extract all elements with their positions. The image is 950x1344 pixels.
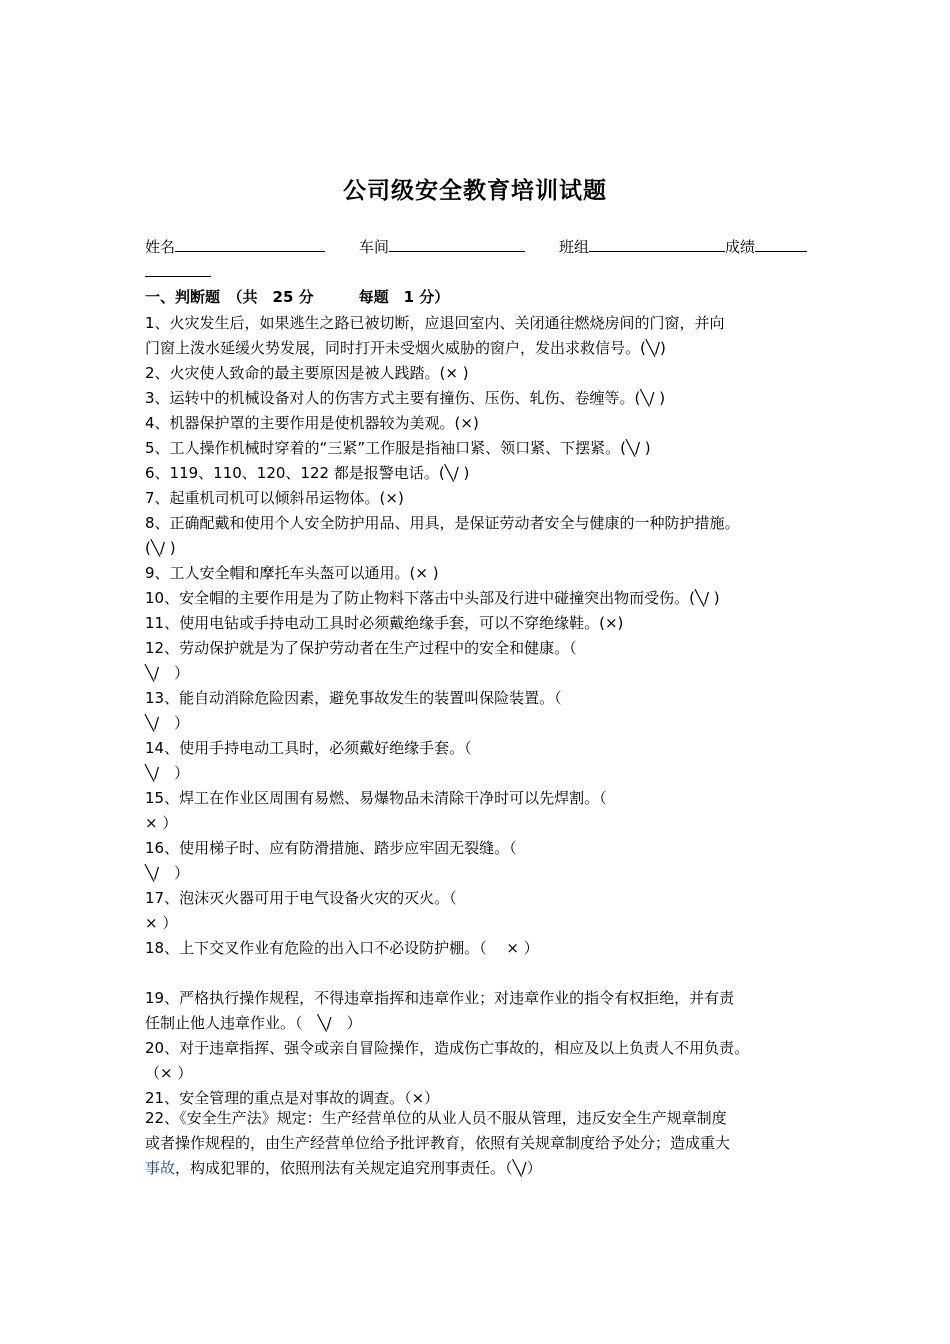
question-line: × ） — [145, 914, 178, 932]
team-label: 班组 — [559, 238, 590, 256]
name-label: 姓名 — [145, 238, 176, 256]
question-line: 18、上下交叉作业有危险的出入口不必设防护棚。（ × ） — [145, 939, 539, 957]
question-line: 12、劳动保护就是为了保护劳动者在生产过程中的安全和健康。（ — [145, 639, 577, 657]
question-line: 5、工人操作机械时穿着的“三紧”工作服是指袖口紧、领口紧、下摆紧。(╲/ ) — [145, 439, 651, 457]
question-line: 6、119、110、120、122 都是报警电话。(╲/ ) — [145, 464, 470, 482]
question-line: 或者操作规程的，由生产经营单位给予批评教育，依照有关规章制度给予处分；造成重大 — [145, 1134, 731, 1152]
section-heading: 一、判断题 （共 25 分 每题 1 分） — [145, 288, 450, 306]
question-line: 门窗上泼水延缓火势发展，同时打开未受烟火威胁的窗户，发出求救信号。(╲/) — [145, 339, 666, 357]
question-line: (╲/ ) — [145, 539, 176, 557]
question-line: 14、使用手持电动工具时，必须戴好绝缘手套。（ — [145, 739, 472, 757]
workshop-blank — [389, 237, 525, 252]
question-line: （× ） — [145, 1064, 193, 1082]
team-blank — [589, 237, 725, 252]
score-blank — [755, 237, 807, 252]
score-label: 成绩 — [725, 238, 756, 256]
question-line: 8、正确配戴和使用个人安全防护用品、用具，是保证劳动者安全与健康的一种防护措施。 — [145, 514, 740, 532]
name-blank — [175, 237, 325, 252]
question-line: 4、机器保护罩的主要作用是使机器较为美观。(×) — [145, 414, 479, 432]
question-line: 任制止他人违章作业。（ ╲/ ） — [145, 1014, 362, 1032]
question-line: 19、严格执行操作规程，不得违章指挥和违章作业；对违章作业的指令有权拒绝，并有责 — [145, 989, 735, 1007]
accident-link[interactable]: 事故 — [145, 1159, 176, 1177]
question-line: × ） — [145, 814, 178, 832]
question-line: 1、火灾发生后，如果逃生之路已被切断，应退回室内、关闭通往燃烧房间的门窗，并向 — [145, 314, 725, 332]
question-line: 10、安全帽的主要作用是为了防止物料下落击中头部及行进中碰撞突出物而受伤。(╲/ ) — [145, 589, 720, 607]
question-line: 9、工人安全帽和摩托车头盔可以通用。(× ) — [145, 564, 439, 582]
score-blank-continued — [145, 262, 211, 282]
question-line: ╲/ ） — [145, 664, 190, 682]
question-line: 2、火灾使人致命的最主要原因是被人践踏。(× ) — [145, 364, 469, 382]
question-line: 15、焊工在作业区周围有易燃、易爆物品未清除干净时可以先焊割。（ — [145, 789, 607, 807]
info-row — [145, 237, 807, 257]
question-line: 13、能自动消除危险因素，避免事故发生的装置叫保险装置。（ — [145, 689, 562, 707]
question-line: ╲/ ） — [145, 714, 190, 732]
question-line: 20、对于违章指挥、强令或亲自冒险操作，造成伤亡事故的，相应及以上负责人不用负责。 — [145, 1039, 750, 1057]
question-line: 17、泡沫灭火器可用于电气设备火灾的灭火。（ — [145, 889, 457, 907]
question-line: 16、使用梯子时、应有防滑措施、踏步应牢固无裂缝。（ — [145, 839, 517, 857]
question-line: 3、运转中的机械设备对人的伤害方式主要有撞伤、压伤、轧伤、卷缠等。(╲/ ) — [145, 389, 666, 407]
question-line: 11、使用电钻或手持电动工具时必须戴绝缘手套，可以不穿绝缘鞋。(×) — [145, 614, 624, 632]
question-line: 21、安全管理的重点是对事故的调查。（×） — [145, 1089, 440, 1107]
question-line — [145, 1158, 542, 1178]
question-line-text: ，构成犯罪的，依照刑法有关规定追究刑事责任。（╲/） — [175, 1159, 542, 1177]
question-line: ╲/ ） — [145, 864, 190, 882]
page-title: 公司级安全教育培训试题 — [343, 178, 607, 204]
question-line: 22、《安全生产法》规定：生产经营单位的从业人员不服从管理，违反安全生产规章制度 — [145, 1109, 727, 1127]
question-line: ╲/ ） — [145, 764, 190, 782]
question-line: 7、起重机司机可以倾斜吊运物体。(×) — [145, 489, 404, 507]
workshop-label: 车间 — [359, 238, 390, 256]
